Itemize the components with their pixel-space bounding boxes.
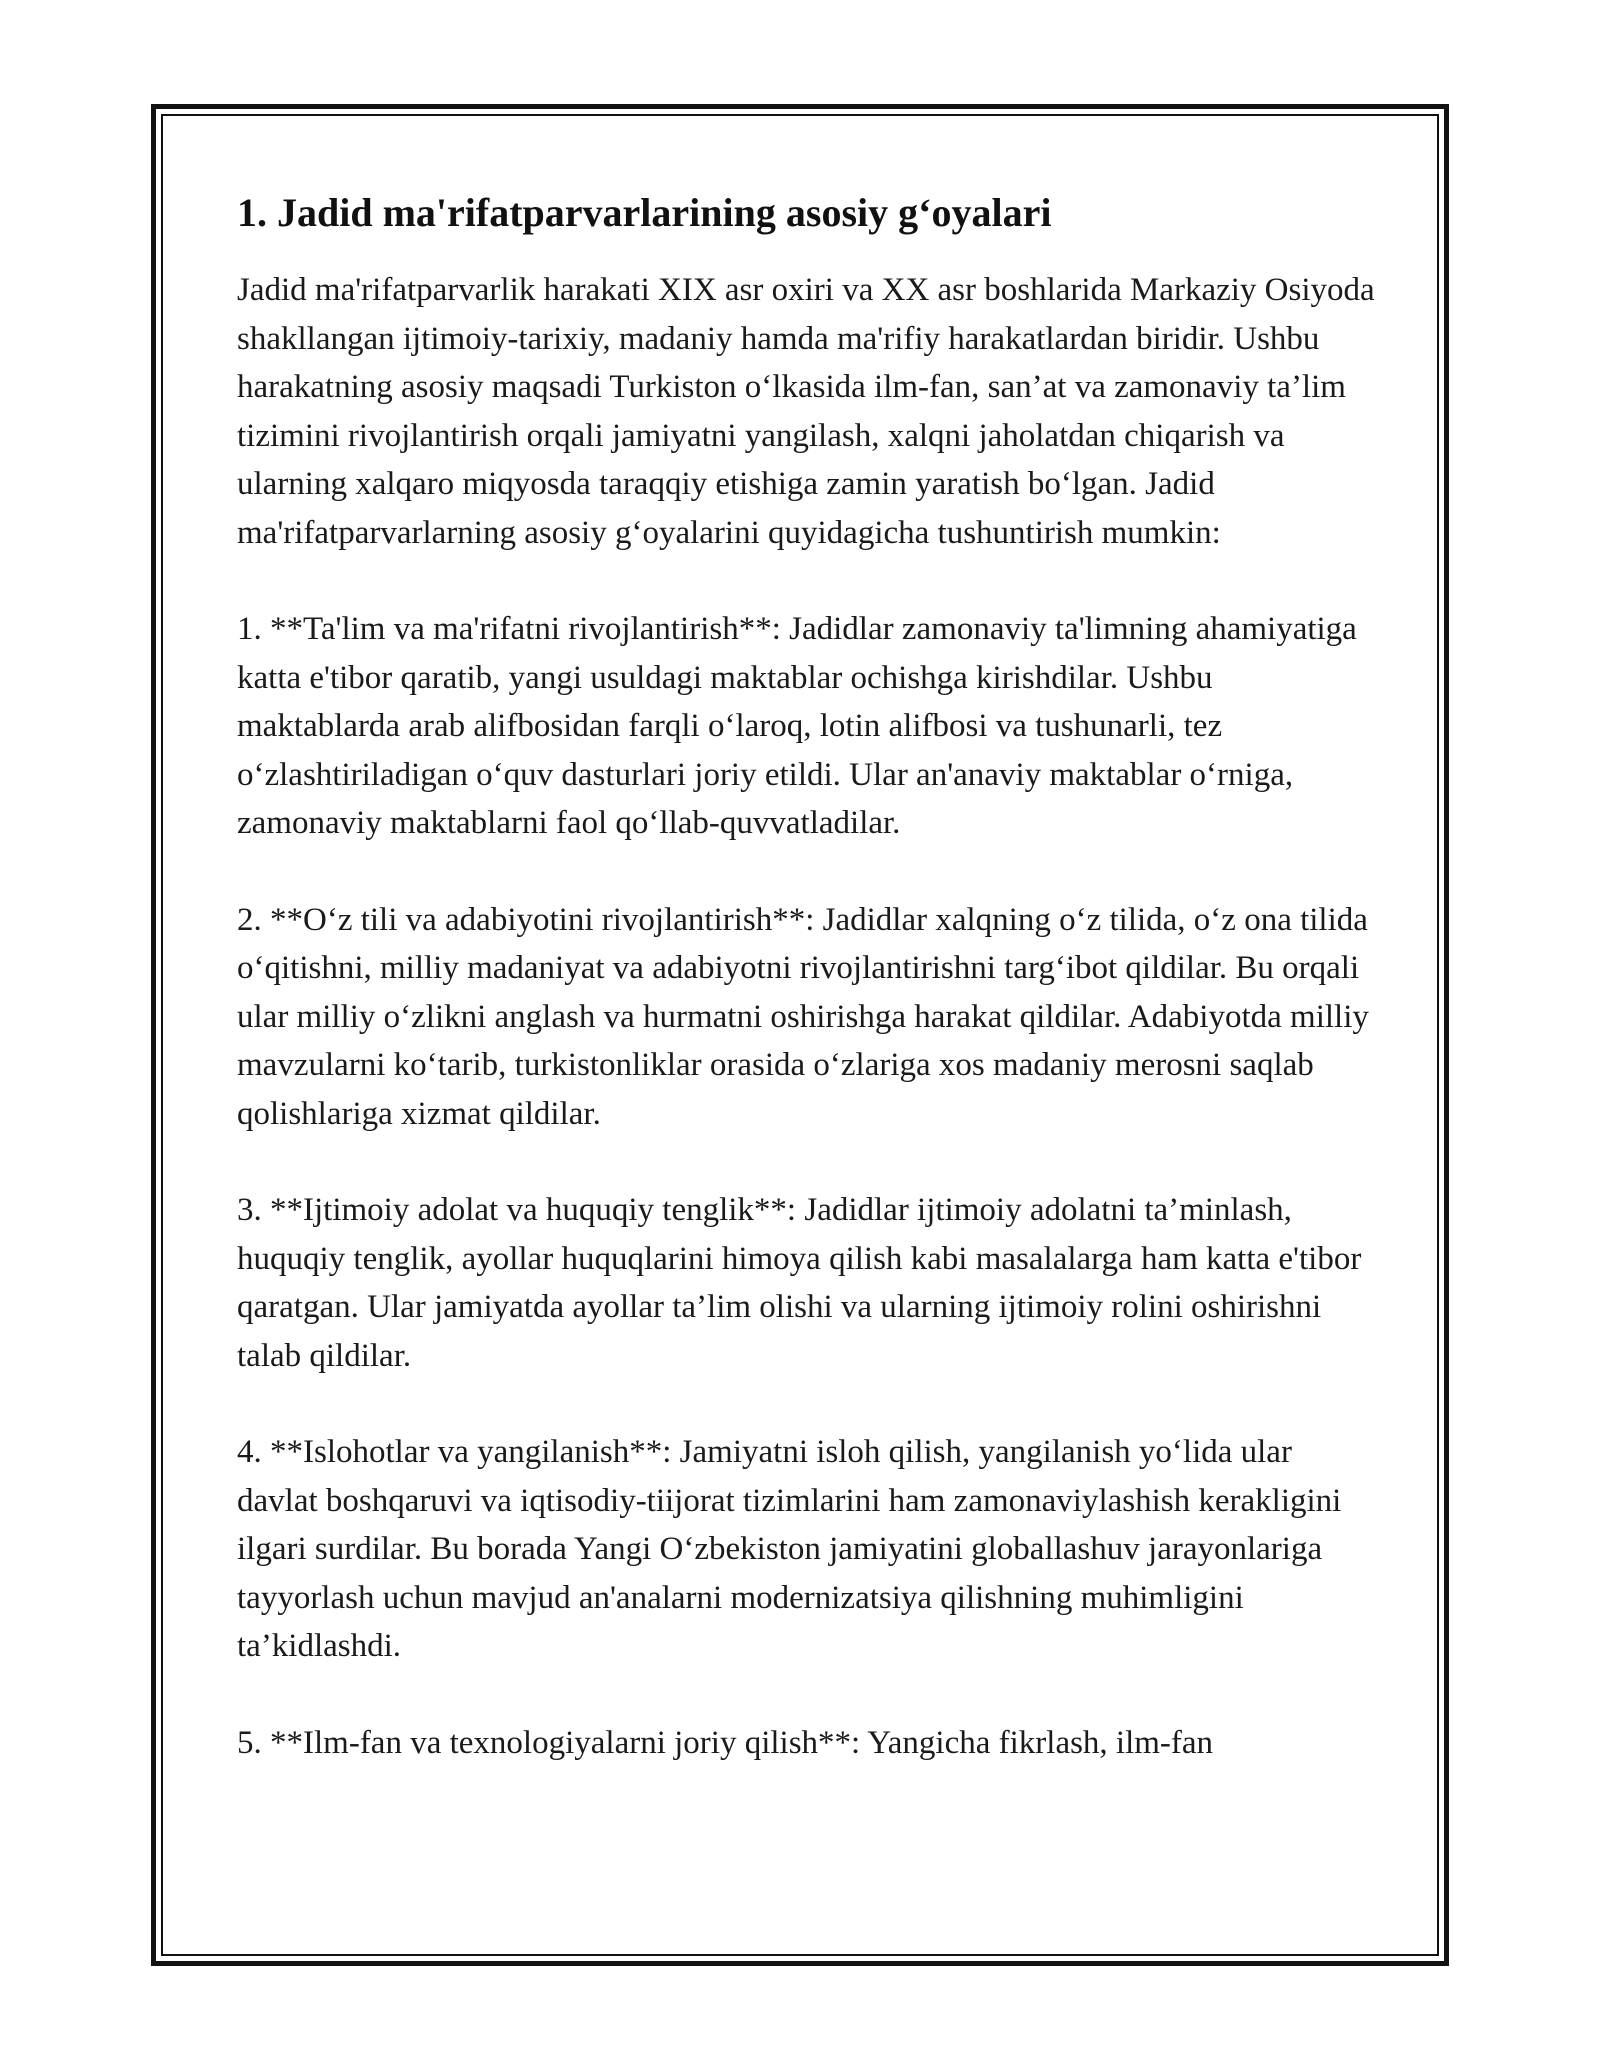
point-4-paragraph: 4. **Islohotlar va yangilanish**: Jamiyatni isloh qilish, yangilanish yo‘lida ular davlat boshqaruvi va iqtisodiy-tiijorat tizimlarini ham zamonaviylashish kerakligini ilgari surdilar. Bu borada Yangi O‘zbekiston jamiyatini globallashuv jarayonlariga tayyorlash uchun mavjud an'analarni modernizatsiya qilishning muhimligini ta’kidlashdi. bbox=[237, 1434, 1342, 1664]
point-3-paragraph: 3. **Ijtimoiy adolat va huquqiy tenglik**: Jadidlar ijtimoiy adolatni ta’minlash, huquqiy tenglik, ayollar huquqlarini himoya qilish kabi masalalarga ham katta e'tibor qaratgan. Ular jamiyatda ayollar ta’lim olishi va ularning ijtimoiy rolini oshirishni talab qildilar. bbox=[237, 1192, 1362, 1374]
document-title: 1. Jadid ma'rifatparvarlarining asosiy g‘oyalari bbox=[237, 190, 1052, 235]
point-1-paragraph: 1. **Ta'lim va ma'rifatni rivojlantirish**: Jadidlar zamonaviy ta'limning ahamiyatiga katta e'tibor qaratib, yangi usuldagi maktablar ochishga kirishdilar. Ushbu maktablarda arab alifbosidan farqli o‘laroq, lotin alifbosi va tushunarli, tez o‘zlashtiriladigan o‘quv dasturlari joriy etildi. Ular an'anaviy maktablar o‘rniga, zamonaviy maktablarni faol qo‘llab-quvvatladilar. bbox=[237, 611, 1357, 841]
document-body bbox=[237, 186, 1377, 1876]
point-5-paragraph: 5. **Ilm-fan va texnologiyalarni joriy qilish**: Yangicha fikrlash, ilm-fan bbox=[237, 1724, 1214, 1761]
point-2-paragraph: 2. **O‘z tili va adabiyotini rivojlantirish**: Jadidlar xalqning o‘z tilida, o‘z ona tilida o‘qitishni, milliy madaniyat va adabiyotni rivojlantirishni targ‘ibot qildilar. Bu orqali ular milliy o‘zlikni anglash va hurmatni oshirishga harakat qildilar. Adabiyotda milliy mavzularni ko‘tarib, turkistonliklar orasida o‘zlariga xos madaniy merosni saqlab qolishlariga xizmat qildilar. bbox=[237, 901, 1369, 1132]
intro-paragraph: Jadid ma'rifatparvarlik harakati XIX asr oxiri va XX asr boshlarida Markaziy Osiyoda shakllangan ijtimoiy-tarixiy, madaniy hamda ma'rifiy harakatlardan biridir. Ushbu harakatning asosiy maqsadi Turkiston o‘lkasida ilm-fan, san’at va zamonaviy ta’lim tizimini rivojlantirish orqali jamiyatni yangilash, xalqni jaholatdan chiqarish va ularning xalqaro miqyosda taraqqiy etishiga zamin yaratish bo‘lgan. Jadid ma'rifatparvarlarning asosiy g‘oyalarini quyidagicha tushuntirish mumkin: bbox=[237, 272, 1375, 551]
